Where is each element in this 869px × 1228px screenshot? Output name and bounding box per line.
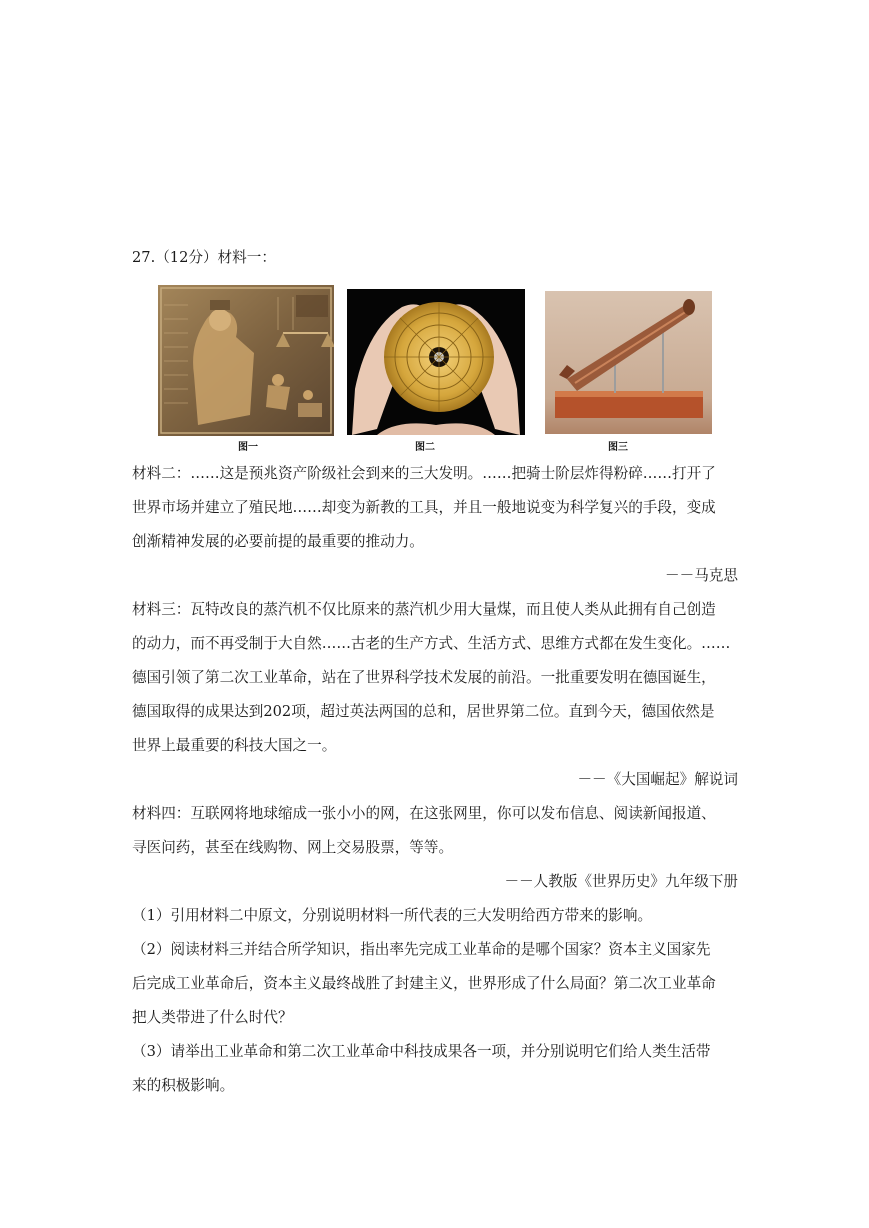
ancient-gun-barrel-icon: [545, 291, 712, 434]
figure-2-image: [347, 289, 525, 435]
question-2-line: （2）阅读材料三并结合所学知识，指出率先完成工业革命的是哪个国家？资本主义国家先: [132, 941, 711, 958]
question-3-line: （3）请举出工业革命和第二次工业革命中科技成果各一项，并分别说明它们给人类生活带: [132, 1043, 711, 1060]
material2-line: 创渐精神发展的必要前提的最重要的推动力。: [132, 533, 424, 550]
question-2-line: 后完成工业革命后，资本主义最终战胜了封建主义，世界形成了什么局面？第二次工业革命: [132, 975, 716, 992]
question-1: （1）引用材料二中原文，分别说明材料一所代表的三大发明给西方带来的影响。: [132, 907, 653, 924]
compass-in-hands-icon: [347, 289, 525, 435]
question-2-line: 把人类带进了什么时代？: [132, 1009, 293, 1026]
figure-1-caption: 图一: [238, 442, 258, 453]
material3-line: 德国引领了第二次工业革命，站在了世界科学技术发展的前沿。一批重要发明在德国诞生，: [132, 669, 716, 686]
figure-3-image: [545, 291, 712, 434]
material4-line: 材料四：互联网将地球缩成一张小小的网，在这张网里，你可以发布信息、阅读新闻报道、: [132, 805, 716, 822]
question-header: 27.（12分）材料一：: [132, 249, 276, 266]
material3-line: 材料三：瓦特改良的蒸汽机不仅比原来的蒸汽机少用大量煤，而且使人类从此拥有自己创造: [132, 601, 716, 618]
figure-3-caption: 图三: [608, 442, 628, 453]
material3-line: 的动力，而不再受制于大自然……古老的生产方式、生活方式、思维方式都在发生变化。……: [132, 635, 731, 652]
material3-source: －－《大国崛起》解说词: [577, 771, 738, 788]
material2-source: －－马克思: [665, 567, 738, 584]
figure-2-caption: 图二: [415, 442, 435, 453]
question-3-line: 来的积极影响。: [132, 1077, 235, 1094]
material4-line: 寻医问药，甚至在线购物、网上交易股票，等等。: [132, 839, 454, 856]
material4-source: －－人教版《世界历史》九年级下册: [504, 873, 738, 890]
material3-line: 德国取得的成果达到202项，超过英法两国的总和，居世界第二位。直到今天，德国依然是: [132, 703, 715, 720]
material3-line: 世界上最重要的科技大国之一。: [132, 737, 337, 754]
material2-line: 世界市场并建立了殖民地……却变为新教的工具，并且一般地说变为科学复兴的手段，变成: [132, 499, 716, 516]
material2-line: 材料二：……这是预兆资产阶级社会到来的三大发明。……把骑士阶层炸得粉碎……打开了: [132, 465, 716, 482]
figure-1-image: [158, 285, 334, 436]
bronze-relief-printing-plaque-icon: [158, 285, 334, 436]
